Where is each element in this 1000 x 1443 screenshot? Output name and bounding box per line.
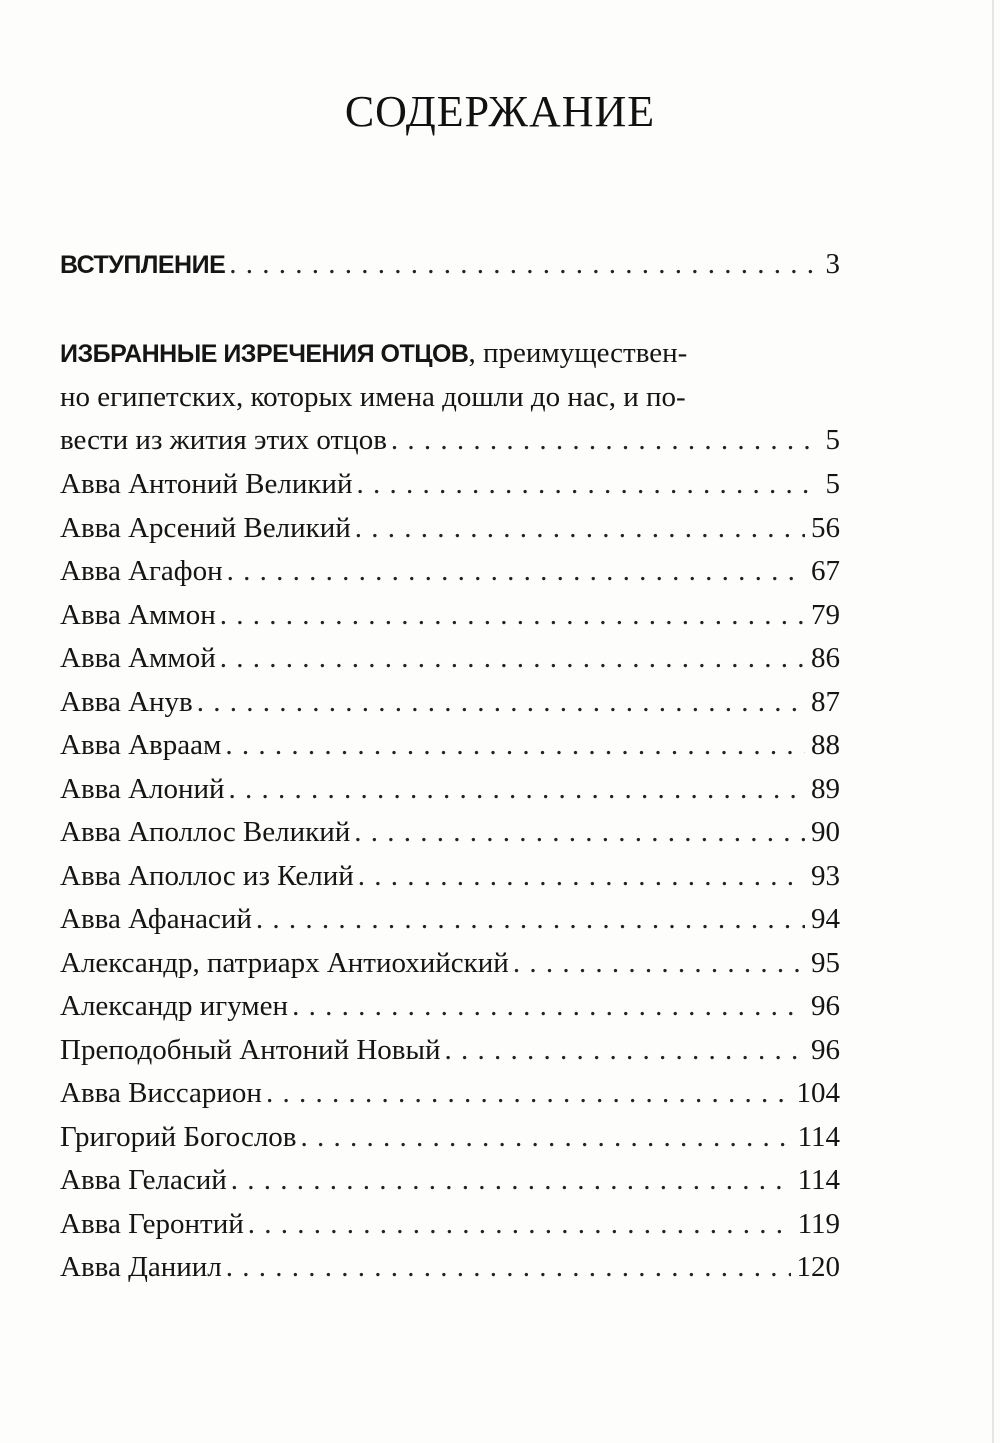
leader-dots [197,686,805,719]
leader-dots [248,1208,792,1241]
page-title: СОДЕРЖАНИЕ [344,87,656,136]
toc-entry-label: Александр игумен [60,990,289,1022]
toc-entry[interactable] [60,816,840,849]
toc-entry[interactable] [60,1164,840,1197]
toc-entry[interactable] [60,642,840,675]
leader-dots [354,816,805,849]
toc-sayings-line-3[interactable] [60,424,840,457]
toc-entry-page: 89 [811,772,840,805]
toc-entry-label: Авва Анув [60,685,193,718]
leader-dots [231,1164,792,1197]
leader-dots [220,599,805,632]
toc-entry-label: Авва Аполлос из Келий [60,859,354,892]
leader-dots [229,773,805,806]
leader-dots [391,424,820,457]
toc-entry-page: 79 [811,598,840,631]
toc-entry-label: Авва Антоний Великий [60,468,353,500]
toc-entry-page: 87 [811,685,840,718]
toc-entry-label: Авва Афанасий [60,903,252,935]
toc-entry-page: 67 [811,555,840,587]
toc-entry[interactable] [60,599,840,632]
leader-dots [444,1034,805,1067]
toc-entry-page: 95 [811,946,840,979]
toc-entry-page: 120 [796,1251,840,1283]
leader-dots [292,990,805,1023]
toc-entry-label: Авва Арсений Великий [60,511,351,544]
toc-entry[interactable] [60,512,840,545]
toc-entry-page: 88 [811,729,840,761]
toc-entry[interactable] [60,555,840,588]
leader-dots [266,1077,791,1110]
toc-entry-label: Авва Геронтий [60,1207,244,1240]
toc-entry-page: 3 [825,248,840,280]
toc-sayings-heading-rest: , преимуществен- [468,337,688,369]
toc-entry-page: 96 [811,1033,840,1066]
toc-entry-page: 5 [825,468,840,500]
toc-entry-page: 104 [796,1077,840,1109]
toc-sayings-heading: ИЗБРАННЫЕ ИЗРЕЧЕНИЯ ОТЦОВ [60,340,469,368]
leader-dots [227,555,805,588]
toc-entry-label: Авва Алоний [60,772,225,805]
toc-entry-label: Григорий Богослов [60,1120,297,1153]
toc-entry[interactable] [60,947,840,980]
toc-entry-label: Авва Авраам [60,729,222,761]
toc-entry[interactable] [60,1034,840,1067]
toc-entry-page: 93 [811,859,840,892]
toc-entry[interactable] [60,990,840,1023]
toc-entry-label: Преподобный Антоний Новый [60,1033,441,1066]
toc-entry[interactable] [60,1121,840,1154]
toc-entry[interactable] [60,1251,840,1284]
toc-entry[interactable] [60,1077,840,1110]
leader-dots [358,860,805,893]
leader-dots [226,1251,791,1284]
toc-entry-page: 114 [797,1164,840,1196]
toc-entry-page: 5 [825,424,840,456]
toc-entry-label: вести из жития этих отцов [60,424,387,456]
toc-entry-label: ВСТУПЛЕНИЕ [60,251,226,279]
toc-entry-page: 56 [811,511,840,544]
toc-entry-label: Авва Даниил [60,1251,222,1283]
toc-entry-page: 94 [811,903,840,935]
toc-entry[interactable] [60,860,840,893]
toc-entry[interactable] [60,729,840,762]
leader-dots [301,1121,792,1154]
leader-dots [229,248,819,281]
leader-dots [225,729,805,762]
leader-dots [355,512,805,545]
toc-entry-label: Александр, патриарх Антиохийский [60,946,509,979]
toc-entry-page: 114 [797,1120,840,1153]
leader-dots [356,468,819,501]
toc-entry-label: Авва Аммой [60,642,216,674]
toc-entry-page: 119 [797,1207,840,1240]
toc-entry[interactable] [60,1208,840,1241]
leader-dots [256,903,805,936]
toc-entry-intro[interactable] [60,248,840,281]
toc-sayings-line-1[interactable] [60,337,840,370]
toc-entry-page: 90 [811,816,840,848]
toc-entry-label: Авва Виссарион [60,1077,262,1109]
toc-entry-label: Авва Аполлос Великий [60,816,351,848]
toc-entry[interactable] [60,903,840,936]
toc-entry[interactable] [60,773,840,806]
leader-dots [513,947,805,980]
toc-entry-page: 96 [811,990,840,1022]
toc-entry-label: Авва Геласий [60,1164,227,1196]
leader-dots [220,642,805,675]
toc-entry[interactable] [60,686,840,719]
toc-sayings-line-2[interactable]: но египетских, которых имена дошли до нас, и по- [60,381,686,413]
page-edge [992,0,994,1443]
toc-entry-page: 86 [811,642,840,674]
toc-entry[interactable] [60,468,840,501]
toc-entry-label: Авва Аммон [60,598,216,631]
toc-entry-label: Авва Агафон [60,555,223,587]
